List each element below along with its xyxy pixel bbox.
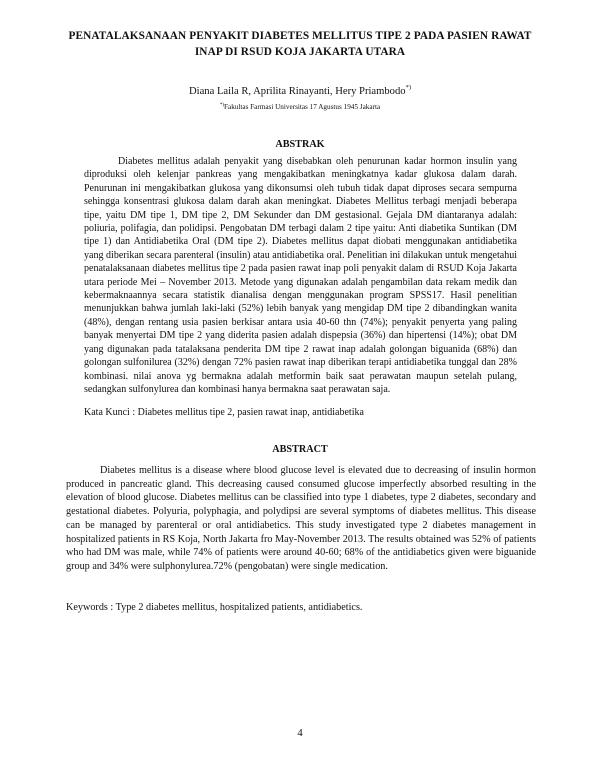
abstrak-heading: ABSTRAK bbox=[275, 139, 325, 150]
abstract-heading: ABSTRACT bbox=[272, 444, 328, 455]
abstrak-body: Diabetes mellitus adalah penyakit yang disebabkan oleh penurunan kadar hormon insulin yang diproduksi oleh kelenjar pankreas yang mengakibatkan meningkatnya kadar glukosa dalam darah. Penurunan ini mengakibatkan glukosa yang dikonsumsi oleh tubuh tidak dapat diproses secara sempurna sehingga konsentrasi glukosa dalam darah akan meningkat. Diabetes Mellitus terbagi menjadi beberapa tipe, yaitu DM tipe 1, DM tipe 2, DM Sekunder dan DM gestasional. Gejala DM diantaranya adalah: poliuria, polifagia, dan polidipsi. Pengobatan DM terbagi dalam 2 tipe yaitu: Anti diabetika Suntikan (DM tipe 1) dan Antidiabetika Oral (DM tipe 2). Diabetes mellitus dapat diobati menggunakan antidiabetika yang diberikan secara parenteral (insulin) atau antidiabetika oral. Penelitian ini dilakukan untuk mengetahui penatalaksanaan diabetes mellitus tipe 2 pada pasien rawat inap poli penyakit dalam di RSUD Koja Jakarta utara periode Mei – November 2013. Metode yang digunakan adalah pengambilan data rekam medik dan kebermaknaannya secara statistik dianalisa dengan menggunakan program SPSS17. Hasil penelitian menunjukkan bahwa jumlah laki-laki (52%) lebih banyak yang mengidap DM tipe 2 dibandingkan wanita (48%), dengan rentang usia pasien berkisar antara usia 40-60 thn (74%); penyakit penyerta yang paling banyak menyertai DM tipe 2 yang diderita pasien adalah dispepsia (36%) dan hipertensi (14%); obat DM yang digunakan pada tatalaksana penderita DM tipe 2 rawat inap adalah golongan biguanida (68%) dan golongan sulfonilurea (32%) dengan 72% pasien rawat inap diberikan terapi antidiabetika tunggal dan 28% kombinasi. nilai anova yg bermakna adalah metformin baik saat perawatan maupun setelah pulang, sedangkan sulfonylurea dan kombinasi hanya bermakna saat perawatan saja. bbox=[84, 156, 517, 395]
paper-title: PENATALAKSANAAN PENYAKIT DIABETES MELLITUS TIPE 2 PADA PASIEN RAWAT INAP DI RSUD KOJA JAKARTA UTARA bbox=[68, 30, 532, 58]
abstract-keywords: Keywords : Type 2 diabetes mellitus, hospitalized patients, antidiabetics. bbox=[66, 602, 363, 613]
abstrak-keywords: Kata Kunci : Diabetes mellitus tipe 2, pasien rawat inap, antidiabetika bbox=[84, 407, 364, 418]
author-line bbox=[0, 84, 600, 97]
author-marker: *) bbox=[405, 84, 411, 91]
affiliation-marker: *) bbox=[219, 103, 225, 108]
author-names: Diana Laila R, Aprilita Rinayanti, Hery Priambodo bbox=[189, 86, 406, 97]
affiliation-text: Fakultas Farmasi Universitas 17 Agustus 1945 Jakarta bbox=[224, 103, 381, 111]
page-number: 4 bbox=[297, 728, 303, 739]
affiliation bbox=[0, 103, 600, 111]
abstract-body: Diabetes mellitus is a disease where blood glucose level is elevated due to decreasing of insulin hormon produced in pancreatic gland. This decreasing caused consumed glucose imperfectly absorbed resulting in the elevation of blood glucose. Diabetes mellitus can be classified into type 1 diabetes, type 2 diabetes, secondary and gestational diabetes. Polyuria, polyphagia, and polydipsi are several symptoms of diabetes mellitus. This disease can be managed by parenteral or oral antidiabetics. This study investigated type 2 diabetes management in hospitalized patients in RS Koja, North Jakarta fro May-November 2013. The results obtained was 52% of patients who had DM was male, while 74% of patients were around 40-60; 68% of the antidiabetics given were biguanide group and 34% were sulphonylurea.72% (pengobatan) were single medication. bbox=[66, 465, 536, 572]
